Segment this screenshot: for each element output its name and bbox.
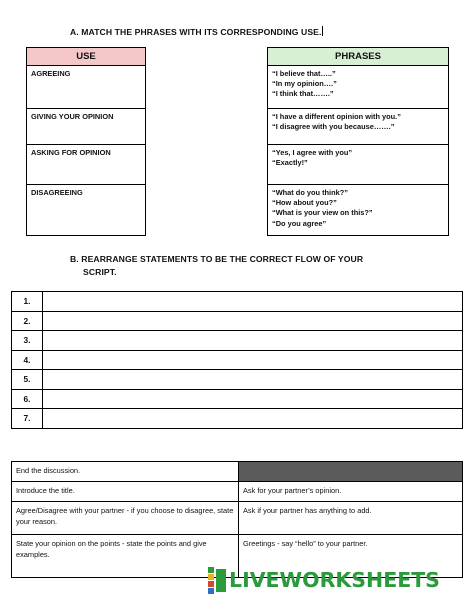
answer-cell[interactable] [43, 331, 463, 351]
use-item-giving-opinion: GIVING YOUR OPINION [27, 109, 146, 145]
statement-cell[interactable]: Introduce the title. [12, 482, 239, 502]
statement-row [12, 462, 463, 482]
answer-cell[interactable] [43, 292, 463, 312]
section-b-title-line: SCRIPT. [83, 267, 117, 277]
phrase-group [268, 109, 449, 145]
answer-cell[interactable] [43, 409, 463, 429]
phrases-table [267, 47, 449, 236]
use-header: USE [27, 48, 146, 66]
phrase-group [268, 185, 449, 236]
text-cursor [322, 26, 323, 36]
phrase-text: “Exactly!” [272, 158, 308, 168]
liveworksheets-logo-icon [207, 565, 229, 595]
answer-cell[interactable] [43, 389, 463, 409]
answer-cell[interactable] [43, 311, 463, 331]
liveworksheets-logo-text: LIVEWORKSHEETS [229, 568, 440, 592]
answer-row [12, 331, 463, 351]
answer-row [12, 409, 463, 429]
statement-cell[interactable]: Greetings - say “hello” to your partner. [239, 535, 463, 578]
phrase-text: “I have a different opinion with you.” [272, 112, 401, 121]
statement-cell[interactable]: Ask if your partner has anything to add. [239, 502, 463, 535]
phrase-text: “Do you agree” [272, 218, 327, 228]
row-number: 4. [12, 350, 43, 370]
section-b-title [70, 253, 363, 279]
answer-row [12, 350, 463, 370]
row-number: 6. [12, 389, 43, 409]
phrase-text: “How about you?” [272, 198, 337, 208]
phrase-text: “I disagree with you because…….” [272, 122, 395, 132]
phrase-text: “I think that…….” [272, 89, 334, 99]
section-b-title-line: B. REARRANGE STATEMENTS TO BE THE CORRECT FLOW OF YOUR [70, 254, 364, 264]
answer-row [12, 292, 463, 312]
use-item-disagreeing: DISAGREEING [27, 185, 146, 236]
section-a-title: A. MATCH THE PHRASES WITH ITS CORRESPONDING USE. [70, 27, 322, 37]
statement-cell[interactable]: Ask for your partner’s opinion. [239, 482, 463, 502]
use-item-agreeing: AGREEING [27, 66, 146, 109]
phrase-text: “I believe that…..” [272, 69, 336, 78]
statements-table [11, 461, 463, 578]
statement-cell[interactable]: State your opinion on the points - state the points and give examples. [12, 535, 239, 578]
use-item-asking-opinion: ASKING FOR OPINION [27, 145, 146, 185]
phrase-group [268, 66, 449, 109]
use-table [26, 47, 146, 236]
answer-table [11, 291, 463, 429]
answer-cell[interactable] [43, 370, 463, 390]
row-number: 1. [12, 292, 43, 312]
statement-cell-blank [239, 462, 463, 482]
answer-row [12, 311, 463, 331]
phrase-text: “In my opinion….” [272, 79, 337, 89]
row-number: 3. [12, 331, 43, 351]
phrase-text: “What do you think?” [272, 188, 348, 197]
answer-row [12, 370, 463, 390]
row-number: 7. [12, 409, 43, 429]
row-number: 2. [12, 311, 43, 331]
phrase-text: “Yes, I agree with you” [272, 148, 353, 157]
answer-cell[interactable] [43, 350, 463, 370]
phrase-text: “What is your view on this?” [272, 208, 373, 218]
statement-row [12, 502, 463, 535]
statement-row [12, 482, 463, 502]
answer-row [12, 389, 463, 409]
row-number: 5. [12, 370, 43, 390]
phrases-header: PHRASES [268, 48, 449, 66]
statement-cell[interactable]: Agree/Disagree with your partner - if you choose to disagree, state your reason. [12, 502, 239, 535]
phrase-group [268, 145, 449, 185]
statement-cell[interactable]: End the discussion. [12, 462, 239, 482]
liveworksheets-logo [207, 565, 471, 595]
